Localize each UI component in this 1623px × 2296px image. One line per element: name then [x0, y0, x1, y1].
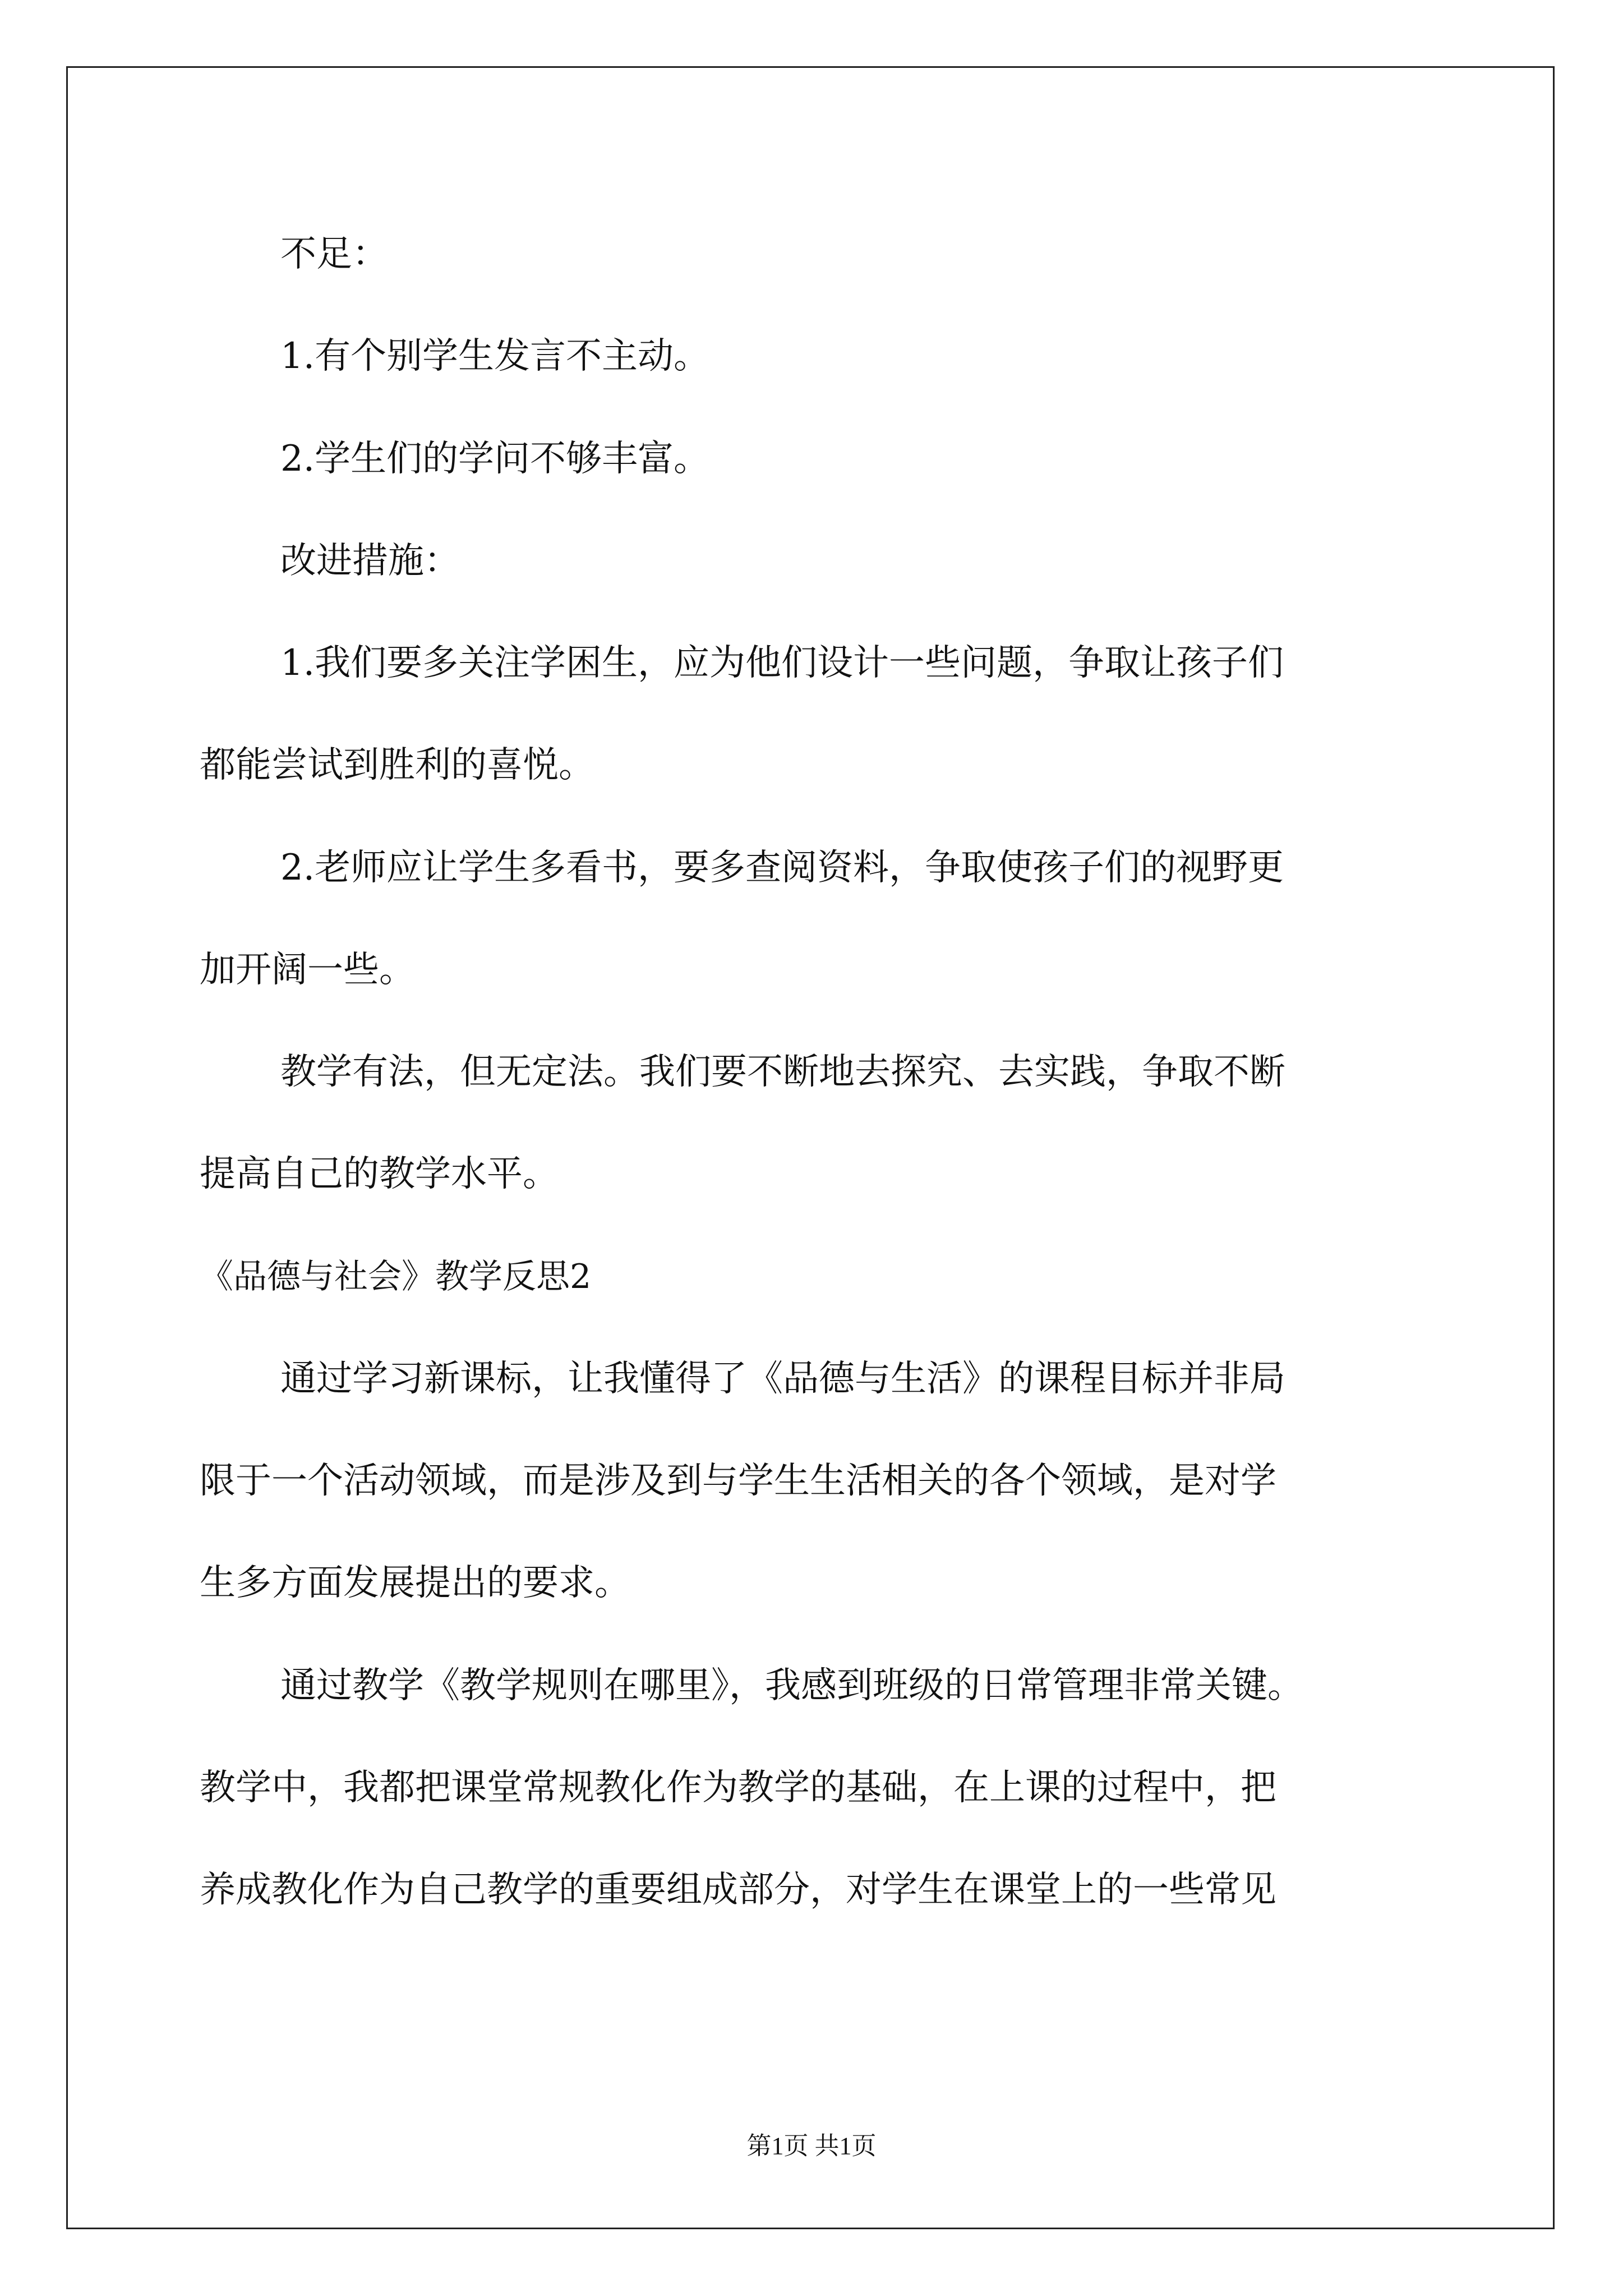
paragraph-line: 都能尝试到胜利的喜悦。 — [200, 744, 594, 786]
paragraph-line: 提高自己的教学水平。 — [200, 1153, 559, 1195]
paragraph-line: 加开阔一些。 — [200, 949, 415, 991]
section-label-improvements: 改进措施： — [280, 540, 460, 582]
paragraph-line: 养成教化作为自己教学的重要组成部分，对学生在课堂上的一些常见 — [200, 1869, 1276, 1911]
paragraph-line: 教学中，我都把课堂常规教化作为教学的基础，在上课的过程中，把 — [200, 1767, 1276, 1809]
paragraph-line: 限于一个活动领域，而是涉及到与学生生活相关的各个领域，是对学 — [200, 1460, 1276, 1502]
page-number-footer: 第1页 共1页 — [746, 2132, 877, 2160]
section-heading: 《品德与社会》教学反思2 — [200, 1257, 592, 1296]
paragraph-line: 2.老师应让学生多看书，要多查阅资料，争取使孩子们的视野更 — [280, 847, 1284, 889]
paragraph-line: 2.学生们的学问不够丰富。 — [280, 438, 710, 480]
paragraph-line: 教学有法，但无定法。我们要不断地去探究、去实践，争取不断 — [280, 1051, 1285, 1093]
paragraph-line: 通过教学《教学规则在哪里》，我感到班级的日常管理非常关键。 — [280, 1665, 1303, 1706]
paragraph-line: 1.有个别学生发言不主动。 — [280, 335, 710, 377]
paragraph-line: 1.我们要多关注学困生，应为他们设计一些问题，争取让孩子们 — [280, 642, 1284, 684]
section-label-shortcomings: 不足： — [280, 233, 388, 275]
paragraph-line: 通过学习新课标，让我懂得了《品德与生活》的课程目标并非局 — [280, 1358, 1285, 1400]
paragraph-line: 生多方面发展提出的要求。 — [200, 1562, 630, 1604]
